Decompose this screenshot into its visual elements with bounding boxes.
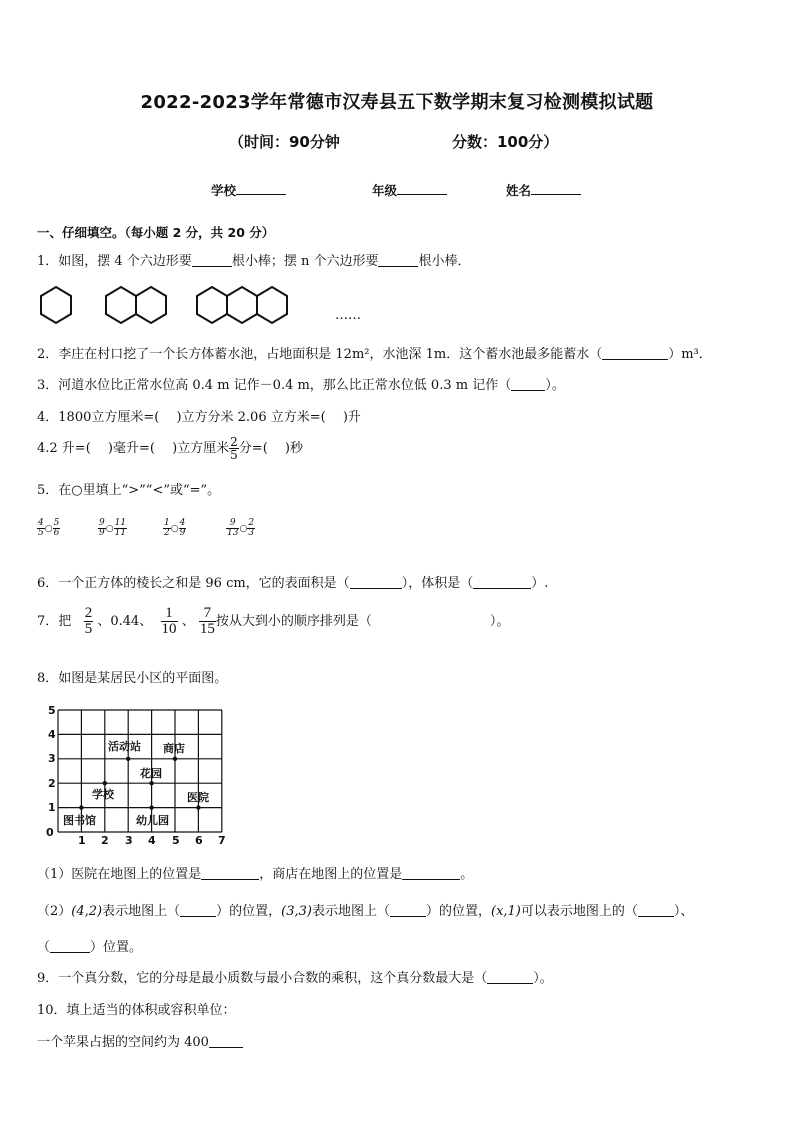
answer-blank[interactable] bbox=[180, 903, 216, 917]
answer-blank[interactable] bbox=[638, 903, 674, 917]
axis-y-label-4: 4 bbox=[48, 728, 56, 741]
answer-blank[interactable] bbox=[209, 1034, 243, 1048]
grade-label: 年级 bbox=[372, 183, 398, 198]
answer-blank[interactable] bbox=[201, 866, 259, 880]
question-10-item: 一个苹果占据的空间约为 400 bbox=[37, 1031, 243, 1050]
axis-y-label-5: 5 bbox=[48, 704, 56, 717]
axis-y-label-3: 3 bbox=[48, 752, 56, 765]
question-2: 2．李庄在村口挖了一个长方体蓄水池，占地面积是 12m²，水池深 1m．这个蓄水池最多能蓄水（ ）m³． bbox=[37, 347, 712, 362]
hexagon-shape bbox=[41, 287, 71, 323]
circle-blank[interactable]: ○ bbox=[44, 524, 53, 534]
question-4-line2: 4.2 升=( )毫升=( )立方厘米 $\frac{2}{5}$ 分=( )秒 bbox=[37, 435, 303, 462]
point-shop bbox=[173, 757, 177, 761]
axis-y-label-2: 2 bbox=[48, 777, 56, 790]
point-library bbox=[79, 805, 83, 809]
axis-x-label-0: 0 bbox=[46, 826, 54, 839]
axis-x-label-6: 6 bbox=[195, 834, 203, 847]
hexagon-shape bbox=[257, 287, 287, 323]
question-6: 6．一个正方体的棱长之和是 96 cm，它的表面积是（ ），体积是（ ）. bbox=[37, 576, 549, 591]
compare-2: $\frac{9}{9}$ ○ $\frac{11}{11}$ bbox=[99, 518, 127, 538]
label-activity: 活动站 bbox=[108, 740, 141, 753]
compare-3: $\frac{1}{2}$ ○ $\frac{4}{9}$ bbox=[164, 518, 186, 538]
axis-x-label-2: 2 bbox=[101, 834, 109, 847]
school-label: 学校 bbox=[211, 183, 237, 198]
axis-x-label-4: 4 bbox=[148, 834, 156, 847]
compare-1: $\frac{4}{5}$ ○ $\frac{5}{6}$ bbox=[38, 518, 60, 538]
point-school bbox=[103, 781, 107, 785]
question-8-part2-cont: （ ）位置。 bbox=[37, 940, 143, 955]
answer-blank[interactable] bbox=[487, 970, 533, 984]
exam-score: 分数：100分） bbox=[452, 133, 559, 151]
compare-4: $\frac{9}{13}$ ○ $\frac{2}{3}$ bbox=[227, 518, 255, 538]
ellipsis: …… bbox=[335, 308, 361, 323]
name-field[interactable] bbox=[506, 181, 581, 199]
question-9: 9．一个真分数，它的分母是最小质数与最小合数的乘积，这个真分数最大是（ ）。 bbox=[37, 971, 553, 986]
school-field[interactable] bbox=[211, 181, 286, 199]
answer-blank[interactable] bbox=[378, 253, 418, 267]
grade-field[interactable] bbox=[372, 181, 447, 199]
point-activity bbox=[126, 757, 130, 761]
axis-x-label-1: 1 bbox=[78, 834, 86, 847]
page-title: 2022-2023学年常德市汉寿县五下数学期末复习检测模拟试题 bbox=[140, 92, 654, 113]
point-kindergarten bbox=[149, 805, 153, 809]
question-7: 7．把 $\frac{2}{5}$ 、0.44、 $\frac{1}{10}$ 、 $\frac{7}{15}$ 按从大到小的顺序排列是（ ）。 bbox=[37, 605, 510, 637]
axis-x-label-5: 5 bbox=[172, 834, 180, 847]
hexagon-shape bbox=[106, 287, 136, 323]
axis-x-label-3: 3 bbox=[125, 834, 133, 847]
label-garden: 花园 bbox=[140, 767, 162, 780]
circle-blank[interactable]: ○ bbox=[239, 524, 248, 534]
answer-blank[interactable] bbox=[602, 346, 668, 360]
circle-blank[interactable]: ○ bbox=[105, 524, 114, 534]
question-8-part2: （2）(4,2)表示地图上（ ）的位置，(3,3)表示地图上（ ）的位置，(x,1)可以表示地图上的（ ）、 bbox=[37, 904, 694, 919]
hexagon-figure bbox=[36, 284, 296, 328]
community-map bbox=[44, 702, 234, 850]
circle-blank[interactable]: ○ bbox=[170, 524, 179, 534]
label-kindergarten: 幼儿园 bbox=[136, 814, 169, 827]
question-1: 1．如图，摆 4 个六边形要 根小棒；摆 n 个六边形要 根小棒． bbox=[37, 254, 471, 269]
exam-time: （时间：90分钟 bbox=[229, 133, 340, 151]
label-shop: 商店 bbox=[163, 742, 185, 755]
answer-blank[interactable] bbox=[192, 253, 232, 267]
answer-blank[interactable] bbox=[511, 377, 545, 391]
answer-blank[interactable] bbox=[350, 575, 402, 589]
answer-blank[interactable] bbox=[50, 939, 90, 953]
question-10: 10．填上适当的体积或容积单位： bbox=[37, 1003, 236, 1018]
label-school: 学校 bbox=[92, 788, 114, 801]
question-8-part1: （1）医院在地图上的位置是 ，商店在地图上的位置是 。 bbox=[37, 867, 474, 882]
point-garden bbox=[149, 781, 153, 785]
axis-y-label-1: 1 bbox=[48, 801, 56, 814]
name-label: 姓名 bbox=[506, 183, 532, 198]
section-heading: 一、仔细填空。（每小题 2 分，共 20 分） bbox=[37, 225, 275, 240]
question-8: 8．如图是某居民小区的平面图。 bbox=[37, 671, 228, 686]
answer-blank[interactable] bbox=[402, 866, 460, 880]
answer-blank[interactable] bbox=[390, 903, 426, 917]
label-library: 图书馆 bbox=[63, 814, 96, 827]
question-5: 5．在○里填上“>”“<”或“=”。 bbox=[37, 483, 221, 498]
hexagon-shape bbox=[227, 287, 257, 323]
point-hospital bbox=[196, 805, 200, 809]
answer-blank[interactable] bbox=[473, 575, 531, 589]
hexagon-shape bbox=[136, 287, 166, 323]
question-4: 4．1800立方厘米=( )立方分米 2.06 立方米=( )升 bbox=[37, 410, 361, 425]
label-hospital: 医院 bbox=[187, 791, 209, 804]
question-3: 3．河道水位比正常水位高 0.4 m 记作－0.4 m，那么比正常水位低 0.3 m 记作（ ）。 bbox=[37, 378, 565, 393]
hexagon-shape bbox=[197, 287, 227, 323]
axis-x-label-7: 7 bbox=[218, 834, 226, 847]
